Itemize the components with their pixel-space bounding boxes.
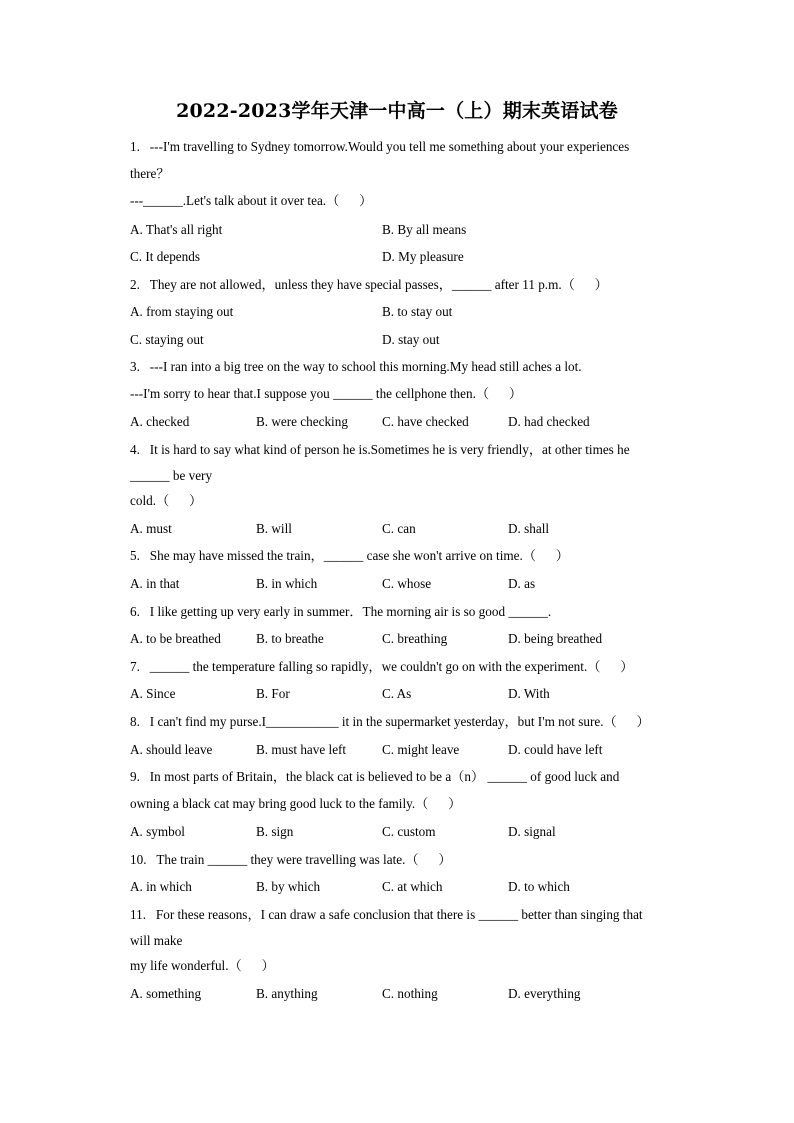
question-7-option-a: A. Since [130,686,176,701]
question-1-line-2: there？ [130,166,170,181]
question-10-option-b: B. by which [256,879,321,894]
question-3-line-1: 3. ---I ran into a big tree on the way to school this morning.My head still aches a lot. [130,359,582,374]
question-8-option-d: D. could have left [508,742,603,757]
question-5-option-b: B. in which [256,576,318,591]
question-3-option-d: D. had checked [508,414,590,429]
question-3-option-b: B. were checking [256,414,348,429]
question-4-line-2: ______ be very [130,468,213,483]
question-8-line-1: 8. I can't find my purse.I___________ it in the supermarket yesterday，but I'm not sure.（ ） [130,714,650,729]
question-11-option-c: C. nothing [382,986,438,1001]
question-2-line-1: 2. They are not allowed，unless they have special passes，______ after 11 p.m.（ ） [130,277,608,292]
question-3-option-a: A. checked [130,414,190,429]
question-1-option-c: C. It depends [130,249,200,264]
question-2-option-c: C. staying out [130,332,204,347]
question-9-line-2: owning a black cat may bring good luck to the family.（ ） [130,796,462,811]
question-9-option-c: C. custom [382,824,436,839]
question-11-line-2: will make [130,933,183,948]
question-4-option-c: C. can [382,521,416,536]
question-11-line-1: 11. For these reasons，I can draw a safe conclusion that there is ______ better than singing that [130,907,643,922]
question-1-option-d: D. My pleasure [382,249,464,264]
question-4-option-d: D. shall [508,521,550,536]
question-1-option-b: B. By all means [382,222,467,237]
question-7-option-c: C. As [382,686,412,701]
question-10-option-d: D. to which [508,879,570,894]
question-3-option-c: C. have checked [382,414,469,429]
question-5-option-c: C. whose [382,576,432,591]
question-2-option-d: D. stay out [382,332,440,347]
question-1-option-a: A. That's all right [130,222,223,237]
question-9-option-d: D. signal [508,824,556,839]
question-2-option-a: A. from staying out [130,304,234,319]
question-6-option-d: D. being breathed [508,631,603,646]
question-11-option-d: D. everything [508,986,581,1001]
question-2-option-b: B. to stay out [382,304,453,319]
question-5-option-d: D. as [508,576,536,591]
question-6-option-b: B. to breathe [256,631,324,646]
question-9-option-b: B. sign [256,824,294,839]
question-10-option-c: C. at which [382,879,443,894]
question-7-option-b: B. For [256,686,290,701]
question-4-line-1: 4. It is hard to say what kind of person he is.Sometimes he is very friendly，at other times he [130,442,630,457]
question-11-line-3: my life wonderful.（ ） [130,958,275,973]
question-7-option-d: D. With [508,686,550,701]
question-11-option-a: A. something [130,986,202,1001]
question-5-option-a: A. in that [130,576,180,591]
question-1-line-1: 1. ---I'm travelling to Sydney tomorrow.Would you tell me something about your experiences [130,139,630,154]
question-9-option-a: A. symbol [130,824,185,839]
page-title: 2022-2023学年天津一中高一（上）期末英语试卷 [176,100,618,122]
question-8-option-c: C. might leave [382,742,460,757]
question-8-option-a: A. should leave [130,742,213,757]
question-6-option-c: C. breathing [382,631,448,646]
question-3-line-2: ---I'm sorry to hear that.I suppose you ______ the cellphone then.（ ） [130,386,523,401]
question-5-line-1: 5. She may have missed the train，______ case she won't arrive on time.（ ） [130,548,569,563]
question-6-line-1: 6. I like getting up very early in summer．The morning air is so good ______. [130,604,552,619]
question-6-option-a: A. to be breathed [130,631,221,646]
question-11-option-b: B. anything [256,986,318,1001]
question-4-option-a: A. must [130,521,172,536]
question-4-line-3: cold.（ ） [130,493,203,508]
question-10-option-a: A. in which [130,879,192,894]
question-10-line-1: 10. The train ______ they were travelling was late.（ ） [130,852,452,867]
question-4-option-b: B. will [256,521,292,536]
question-7-line-1: 7. ______ the temperature falling so rapidly，we couldn't go on with the experiment.（ ） [130,659,634,674]
question-9-line-1: 9. In most parts of Britain，the black cat is believed to be a（n） ______ of good luck and [130,769,620,784]
question-1-line-3: ---______.Let's talk about it over tea.（ ） [130,193,373,208]
question-8-option-b: B. must have left [256,742,347,757]
